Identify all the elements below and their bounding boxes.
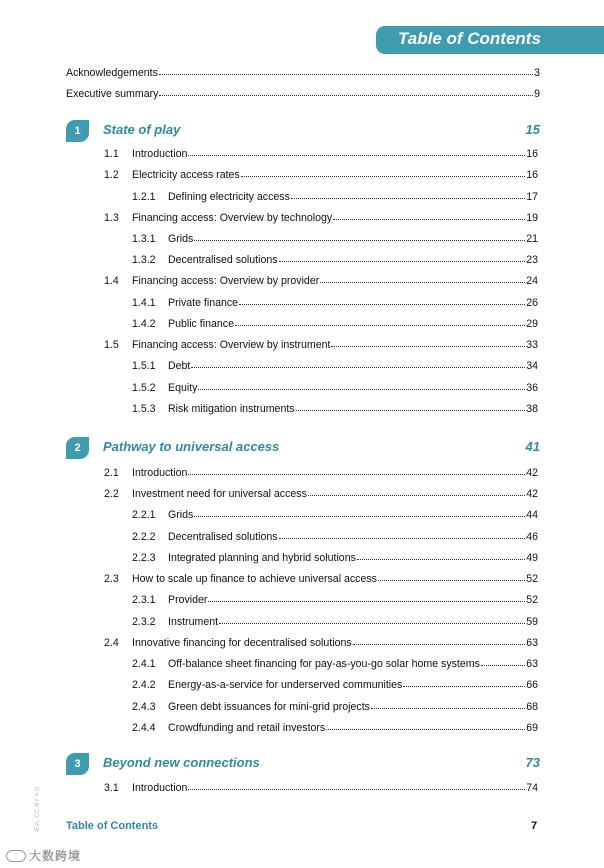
chapter-page: 15 <box>525 122 540 137</box>
section-number: 1.2 <box>104 169 119 181</box>
leader-dots <box>357 551 525 560</box>
toc-entry[interactable] <box>132 700 538 714</box>
toc-entry-page: 36 <box>526 382 538 394</box>
toc-entry-label: Grids <box>168 509 194 521</box>
toc-entry[interactable] <box>104 781 538 795</box>
toc-entry-label: Acknowledgements <box>66 67 158 79</box>
toc-entry[interactable] <box>132 678 538 692</box>
chapter-title: Pathway to universal access <box>103 439 280 454</box>
toc-entry[interactable] <box>132 253 538 267</box>
leader-dots <box>219 615 525 624</box>
leader-dots <box>188 781 525 790</box>
leader-dots <box>481 657 525 666</box>
toc-entry-page: 59 <box>526 616 538 628</box>
watermark-logo-icon <box>6 850 26 862</box>
toc-entry-page: 16 <box>526 148 538 160</box>
toc-entry[interactable] <box>104 487 538 501</box>
footer-page-number: 7 <box>531 820 538 832</box>
leader-dots <box>194 232 525 241</box>
toc-entry-label: Introduction <box>132 148 188 160</box>
toc-entry-label: How to scale up finance to achieve universal access <box>132 573 377 585</box>
section-number: 2.2.3 <box>132 552 156 564</box>
toc-entry-label: Defining electricity access <box>168 191 290 203</box>
toc-entry[interactable] <box>104 466 538 480</box>
section-number: 1.5 <box>104 339 119 351</box>
toc-entry-label: Innovative financing for decentralised solutions <box>132 637 352 649</box>
toc-entry-label: Decentralised solutions <box>168 531 278 543</box>
toc-entry-page: 52 <box>526 573 538 585</box>
section-number: 2.4.4 <box>132 722 156 734</box>
toc-entry-page: 26 <box>526 297 538 309</box>
section-number: 1.5.3 <box>132 403 156 415</box>
toc-entry-page: 23 <box>526 254 538 266</box>
chapter-heading[interactable] <box>66 753 540 777</box>
leader-dots <box>333 211 525 220</box>
toc-entry-label: Off-balance sheet financing for pay-as-you-go solar home systems <box>168 658 480 670</box>
toc-entry-page: 17 <box>526 191 538 203</box>
leader-dots <box>378 572 525 581</box>
watermark <box>6 847 81 864</box>
leader-dots <box>188 466 525 475</box>
toc-entry-page: 42 <box>526 467 538 479</box>
leader-dots <box>403 678 525 687</box>
toc-entry-label: Crowdfunding and retail investors <box>168 722 326 734</box>
leader-dots <box>239 296 525 305</box>
toc-entry-page: 69 <box>526 722 538 734</box>
chapter-number-badge: 3 <box>66 753 89 775</box>
leader-dots <box>291 190 525 199</box>
toc-entry[interactable] <box>132 657 538 671</box>
toc-entry-page: 19 <box>526 212 538 224</box>
section-number: 3.1 <box>104 782 119 794</box>
section-number: 1.1 <box>104 148 119 160</box>
toc-entry-label: Executive summary <box>66 88 159 100</box>
section-number: 2.4 <box>104 637 119 649</box>
leader-dots <box>279 530 526 539</box>
leader-dots <box>241 168 525 177</box>
toc-entry[interactable] <box>132 593 538 607</box>
toc-entry[interactable] <box>104 636 538 650</box>
toc-entry-label: Grids <box>168 233 194 245</box>
section-number: 2.2.2 <box>132 531 156 543</box>
section-number: 2.4.3 <box>132 701 156 713</box>
toc-entry[interactable] <box>132 508 538 522</box>
toc-entry-page: 24 <box>526 275 538 287</box>
toc-entry[interactable] <box>132 381 538 395</box>
toc-entry-label: Debt <box>168 360 191 372</box>
toc-entry-label: Instrument <box>168 616 219 628</box>
toc-entry[interactable] <box>132 190 538 204</box>
toc-entry-label: Financing access: Overview by technology <box>132 212 333 224</box>
section-number: 1.4.1 <box>132 297 156 309</box>
chapter-number-badge: 2 <box>66 437 89 459</box>
leader-dots <box>279 253 526 262</box>
section-number: 2.1 <box>104 467 119 479</box>
toc-entry-page: 3 <box>534 67 540 79</box>
header-banner <box>376 26 604 54</box>
toc-entry[interactable] <box>132 721 538 735</box>
section-number: 2.3.2 <box>132 616 156 628</box>
toc-entry-page: 9 <box>534 88 540 100</box>
toc-entry[interactable] <box>104 168 538 182</box>
toc-entry[interactable] <box>132 402 538 416</box>
leader-dots <box>159 66 533 75</box>
toc-entry-page: 74 <box>526 782 538 794</box>
section-number: 2.4.2 <box>132 679 156 691</box>
toc-entry[interactable] <box>104 211 538 225</box>
leader-dots <box>320 274 525 283</box>
section-number: 1.5.1 <box>132 360 156 372</box>
chapter-page: 41 <box>525 439 540 454</box>
toc-entry-page: 52 <box>526 594 538 606</box>
toc-entry[interactable] <box>132 530 538 544</box>
toc-entry-page: 16 <box>526 169 538 181</box>
toc-entry-label: Equity <box>168 382 198 394</box>
toc-entry-page: 63 <box>526 637 538 649</box>
footer-title: Table of Contents <box>66 820 159 832</box>
toc-entry-label: Integrated planning and hybrid solutions <box>168 552 356 564</box>
section-number: 2.2 <box>104 488 119 500</box>
toc-entry[interactable] <box>104 274 538 288</box>
chapter-heading[interactable] <box>66 120 540 144</box>
leader-dots <box>371 700 525 709</box>
toc-entry-acknowledgements[interactable] <box>66 66 540 80</box>
section-number: 1.2.1 <box>132 191 156 203</box>
banner-title: Table of Contents <box>398 29 541 48</box>
leader-dots <box>188 147 525 156</box>
toc-entry-page: 34 <box>526 360 538 372</box>
toc-entry-label: Introduction <box>132 467 188 479</box>
chapter-title: Beyond new connections <box>103 755 260 770</box>
toc-entry[interactable] <box>132 551 538 565</box>
license-note: IEA. CC BY 4.0. <box>34 785 41 832</box>
toc-entry-page: 21 <box>526 233 538 245</box>
leader-dots <box>208 593 525 602</box>
chapter-number-badge: 1 <box>66 120 89 142</box>
toc-entry-page: 46 <box>526 531 538 543</box>
section-number: 1.3 <box>104 212 119 224</box>
toc-entry-page: 49 <box>526 552 538 564</box>
section-number: 1.3.2 <box>132 254 156 266</box>
section-number: 2.3 <box>104 573 119 585</box>
leader-dots <box>296 402 526 411</box>
toc-entry-label: Provider <box>168 594 208 606</box>
leader-dots <box>353 636 526 645</box>
toc-entry-label: Green debt issuances for mini-grid projects <box>168 701 370 713</box>
toc-entry-label: Financing access: Overview by provider <box>132 275 320 287</box>
toc-entry-label: Electricity access rates <box>132 169 240 181</box>
toc-entry-label: Decentralised solutions <box>168 254 278 266</box>
toc-entry-label: Private finance <box>168 297 239 309</box>
leader-dots <box>159 87 533 96</box>
toc-entry-executive-summary[interactable] <box>66 87 540 101</box>
toc-entry[interactable] <box>132 615 538 629</box>
toc-entry-page: 66 <box>526 679 538 691</box>
section-number: 1.4.2 <box>132 318 156 330</box>
toc-entry[interactable] <box>132 317 538 331</box>
toc-entry[interactable] <box>132 232 538 246</box>
section-number: 2.3.1 <box>132 594 156 606</box>
section-number: 2.4.1 <box>132 658 156 670</box>
leader-dots <box>194 508 525 517</box>
toc-entry-page: 38 <box>526 403 538 415</box>
toc-entry-label: Public finance <box>168 318 234 330</box>
section-number: 1.5.2 <box>132 382 156 394</box>
toc-entry-page: 29 <box>526 318 538 330</box>
leader-dots <box>308 487 525 496</box>
toc-entry-label: Introduction <box>132 782 188 794</box>
toc-entry[interactable] <box>132 359 538 373</box>
section-number: 1.4 <box>104 275 119 287</box>
toc-entry[interactable] <box>104 338 538 352</box>
toc-entry[interactable] <box>104 147 538 161</box>
section-number: 1.3.1 <box>132 233 156 245</box>
leader-dots <box>235 317 525 326</box>
leader-dots <box>331 338 525 347</box>
section-number: 2.2.1 <box>132 509 156 521</box>
chapter-title: State of play <box>103 122 181 137</box>
leader-dots <box>191 359 525 368</box>
toc-entry-page: 44 <box>526 509 538 521</box>
leader-dots <box>198 381 525 390</box>
toc-entry[interactable] <box>132 296 538 310</box>
toc-entry-label: Financing access: Overview by instrument <box>132 339 331 351</box>
chapter-heading[interactable] <box>66 437 540 461</box>
chapter-page: 73 <box>525 755 540 770</box>
toc-entry-page: 33 <box>526 339 538 351</box>
watermark-text: 大数跨境 <box>29 849 82 863</box>
toc-entry[interactable] <box>104 572 538 586</box>
leader-dots <box>326 721 525 730</box>
toc-entry-label: Risk mitigation instruments <box>168 403 295 415</box>
toc-entry-label: Investment need for universal access <box>132 488 307 500</box>
toc-entry-page: 42 <box>526 488 538 500</box>
toc-entry-page: 68 <box>526 701 538 713</box>
toc-entry-page: 63 <box>526 658 538 670</box>
toc-entry-label: Energy-as-a-service for underserved communities <box>168 679 403 691</box>
